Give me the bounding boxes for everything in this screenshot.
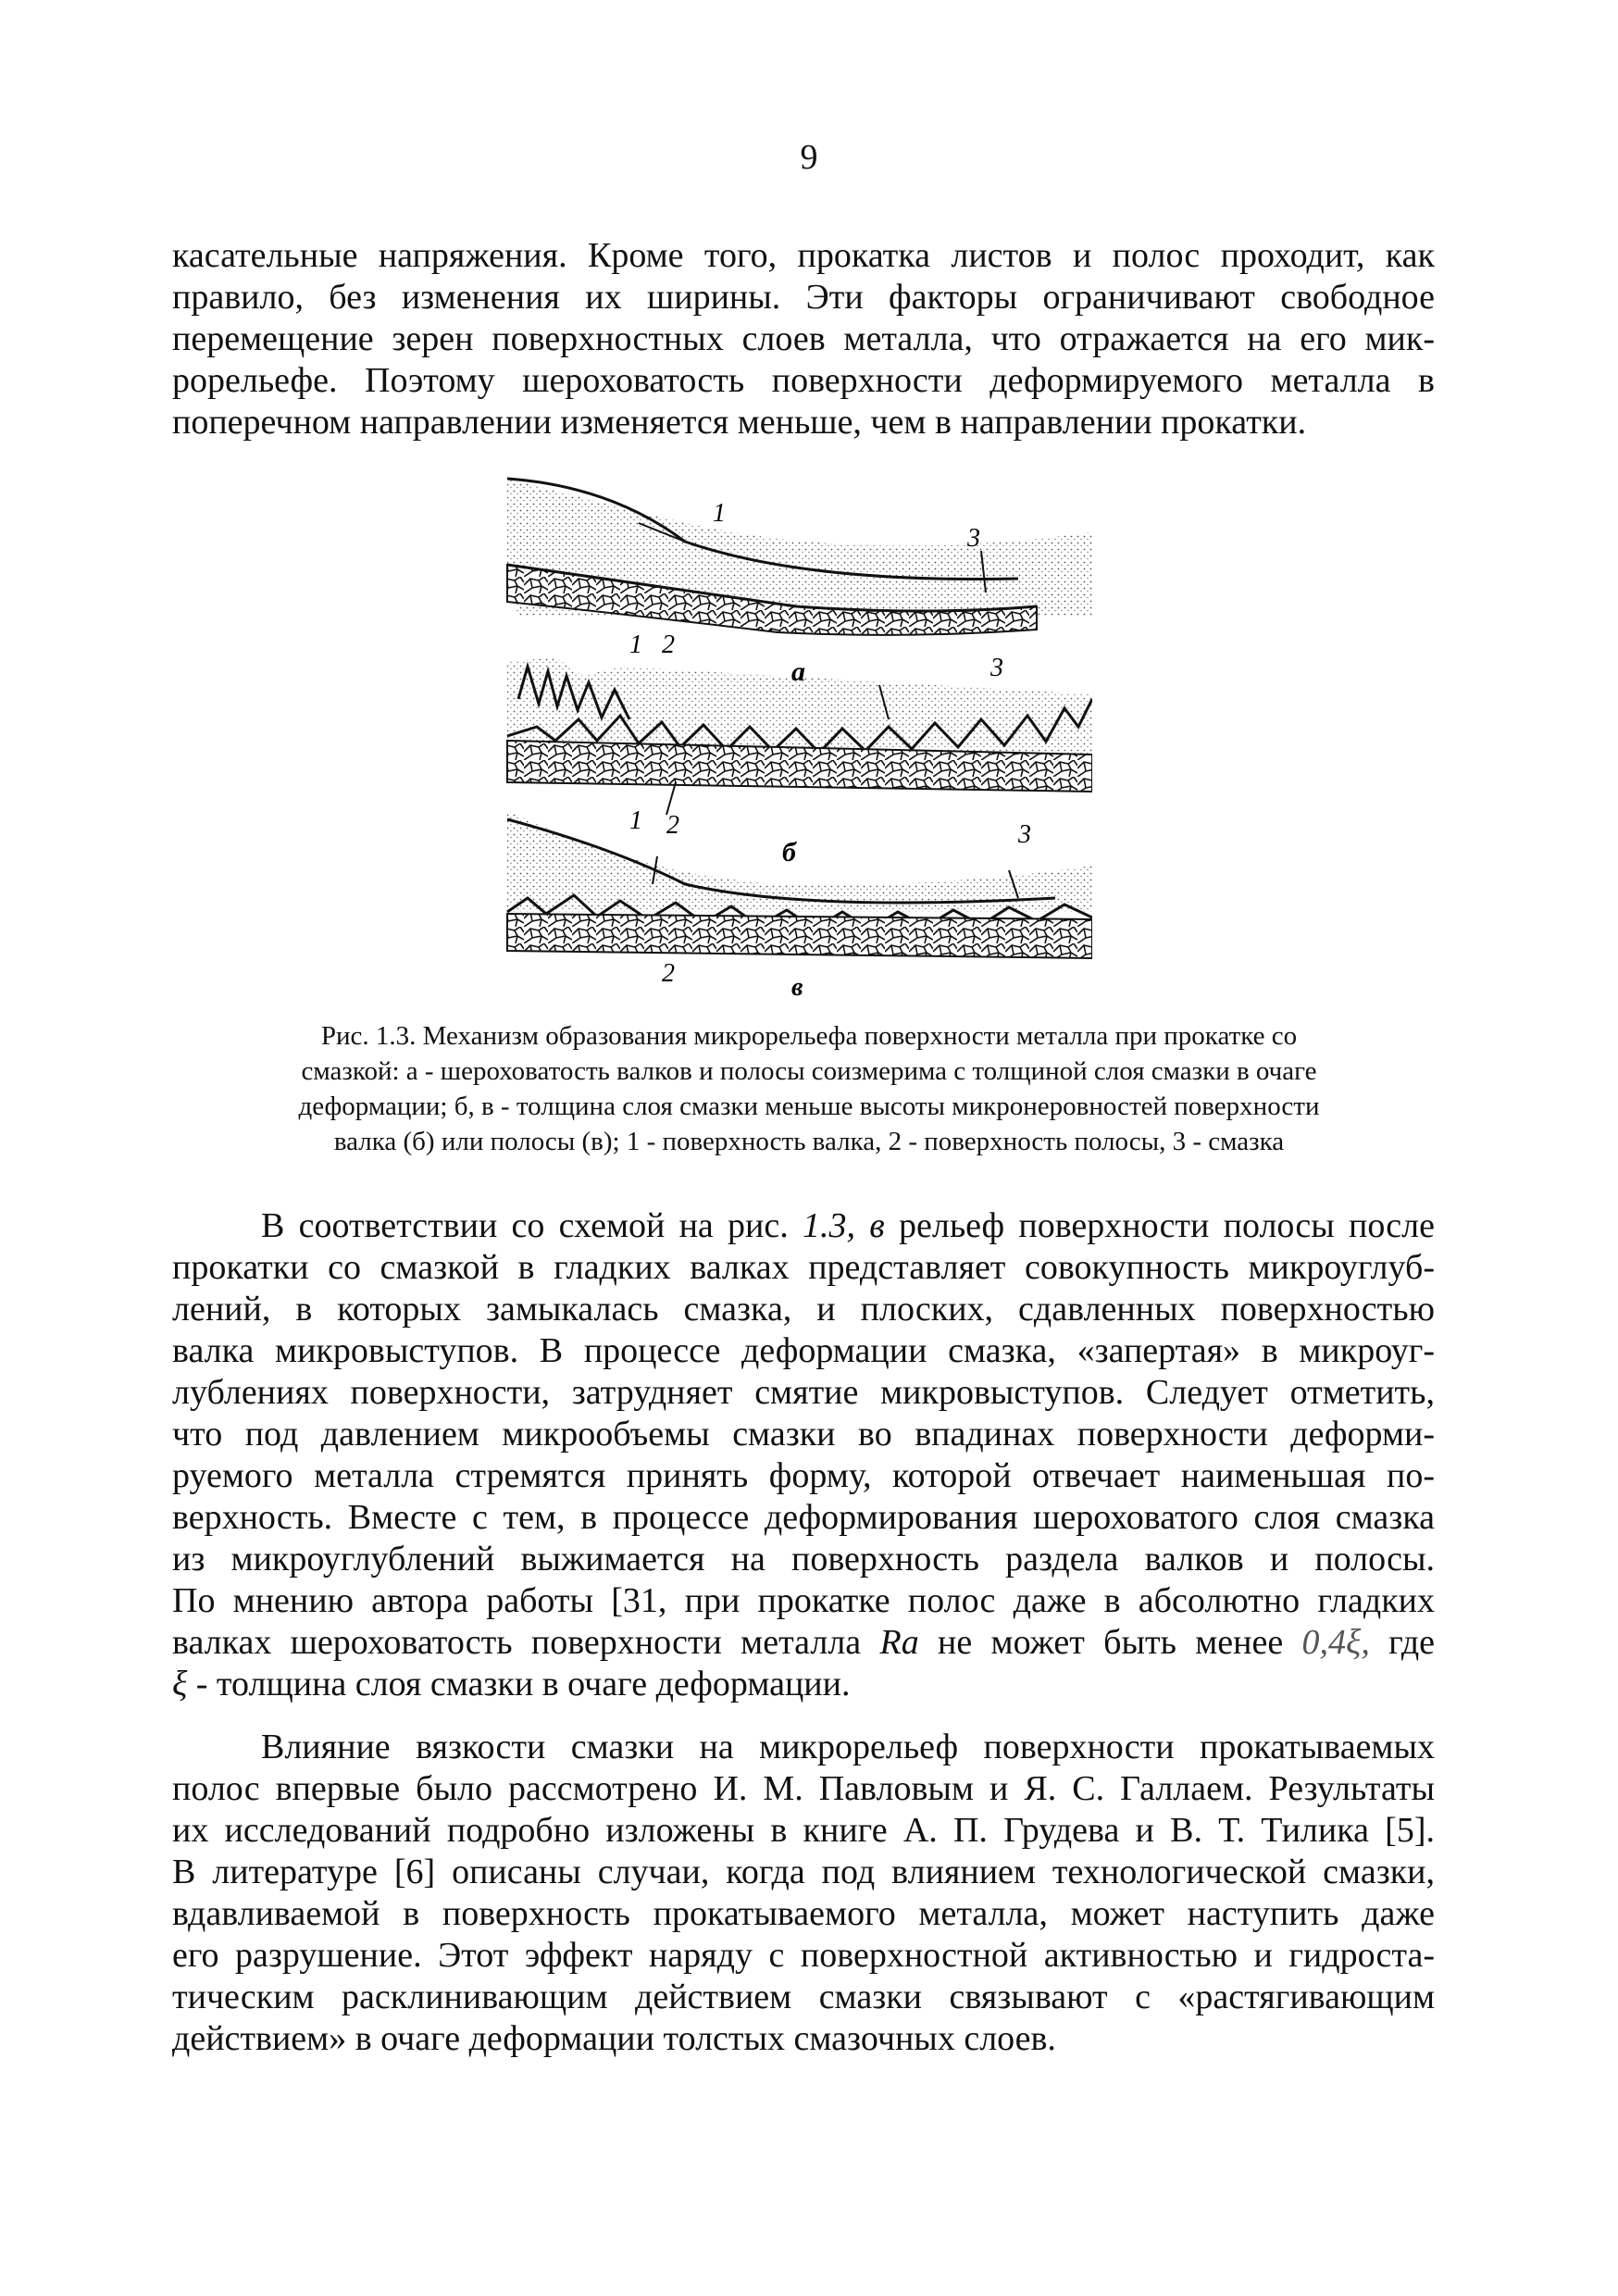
text-line: прокатки со смазкой в гладких валках представляет совокупность микроуглуб- <box>172 1248 1435 1287</box>
figure-label: 3 <box>967 524 980 553</box>
paragraph-1 <box>172 235 1435 443</box>
figure-label: 2 <box>662 630 675 659</box>
text-line: правило, без изменения их ширины. Эти факторы ограничивают свободное <box>172 278 1435 317</box>
text-run: не может быть менее <box>938 1623 1284 1662</box>
text-line: Влияние вязкости смазки на микрорельеф поверхности прокатываемых <box>261 1728 1435 1766</box>
page-number: 9 <box>800 138 818 177</box>
figure-label: б <box>782 837 796 867</box>
text-line: из микроуглублений выжимается на поверхность раздела валков и полосы. <box>172 1540 1435 1578</box>
text-line: касательные напряжения. Кроме того, прокатка листов и полос проходит, как <box>172 236 1435 275</box>
text-run: валках шероховатость поверхности металла <box>172 1623 862 1662</box>
text-line: лений, в которых замыкалась смазка, и плоских, сдавленных поверхностью <box>172 1290 1435 1329</box>
figure-label: 1 <box>629 806 642 835</box>
paragraph-2 <box>172 1205 1435 1705</box>
text-line: полос впервые было рассмотрено И. М. Павловым и Я. С. Галлаем. Результаты <box>172 1769 1435 1808</box>
figure-label: в <box>791 973 803 1002</box>
text-line: их исследований подробно изложены в книге А. П. Грудева и В. Т. Тилика [5]. <box>172 1811 1435 1850</box>
text-line: верхность. Вместе с тем, в процессе деформирования шероховатого слоя смазка <box>172 1498 1435 1537</box>
text-line: В литературе [6] описаны случаи, когда под влиянием технологической смазки, <box>172 1853 1435 1891</box>
figure-label: 2 <box>662 959 675 988</box>
panel-b <box>507 806 1092 1002</box>
panel-upper <box>507 479 1092 635</box>
text-line <box>172 1664 1435 1705</box>
text-run: В соответствии со схемой на рис. <box>261 1206 789 1245</box>
figure-caption <box>185 1018 1433 1159</box>
text-line: рорельефе. Поэтому шероховатость поверхности деформируемого металла в <box>172 361 1435 400</box>
caption-line: валка (б) или полосы (в); 1 - поверхность валка, 2 - поверхность полосы, 3 - смазка <box>333 1127 1285 1156</box>
figure-1-3-microrelief <box>500 477 1092 1003</box>
text-line: тическим расклинивающим действием смазки связывают с «растягивающим <box>172 1978 1435 2016</box>
paragraph-3 <box>172 1727 1435 2060</box>
text-line: валка микровыступов. В процессе деформации смазка, «запертая» в микроуг- <box>172 1331 1435 1370</box>
text-run: - толщина слоя смазки в очаге деформации. <box>195 1665 851 1703</box>
caption-line: Рис. 1.3. Механизм образования микрорельефа поверхности металла при прокатке со <box>320 1021 1298 1051</box>
text-line: руемого металла стремятся принять форму, которой отвечает наименьшая по- <box>172 1456 1435 1495</box>
text-line: По мнению автора работы [31, при прокатке полос даже в абсолютно гладких <box>172 1581 1435 1620</box>
text-run: где <box>1388 1623 1436 1662</box>
text-run: рельеф поверхности полосы после <box>899 1206 1435 1245</box>
text-line <box>172 1205 1435 1247</box>
figure-label: 3 <box>990 654 1003 682</box>
formula-ra: Ra <box>879 1623 919 1662</box>
figure-label: 1 <box>713 499 726 528</box>
formula-min-roughness: 0,4ξ, <box>1301 1623 1370 1662</box>
text-line: лублениях поверхности, затрудняет смятие микровыступов. Следует отметить, <box>172 1373 1435 1412</box>
text-line <box>172 1622 1435 1664</box>
text-line: действием» в очаге деформации толстых смазочных слоев. <box>172 2019 1056 2058</box>
figure-label: 2 <box>666 811 679 840</box>
text-line: перемещение зерен поверхностных слоев металла, что отражается на его мик- <box>172 319 1435 358</box>
text-line: поперечном направлении изменяется меньше, чем в направлении прокатки. <box>172 403 1307 442</box>
text-line: что под давлением микрообъемы смазки во впадинах поверхности деформи- <box>172 1415 1435 1454</box>
formula-xi: ξ <box>172 1665 188 1703</box>
figure-label: 3 <box>1018 820 1031 849</box>
panel-a <box>507 630 1092 815</box>
caption-line: смазкой: а - шероховатость валков и полосы соизмерима с толщиной слоя смазки в очаге <box>301 1056 1317 1086</box>
figure-label: а <box>791 656 805 687</box>
text-line: вдавливаемой в поверхность прокатываемого металла, может наступить даже <box>172 1894 1435 1933</box>
figure-label: 1 <box>629 630 642 659</box>
figure-reference: 1.3, в <box>803 1206 885 1245</box>
text-line: его разрушение. Этот эффект наряду с поверхностной активностью и гидроста- <box>172 1936 1435 1975</box>
caption-line: деформации; б, в - толщина слоя смазки меньше высоты микронеровностей поверхности <box>298 1092 1320 1121</box>
